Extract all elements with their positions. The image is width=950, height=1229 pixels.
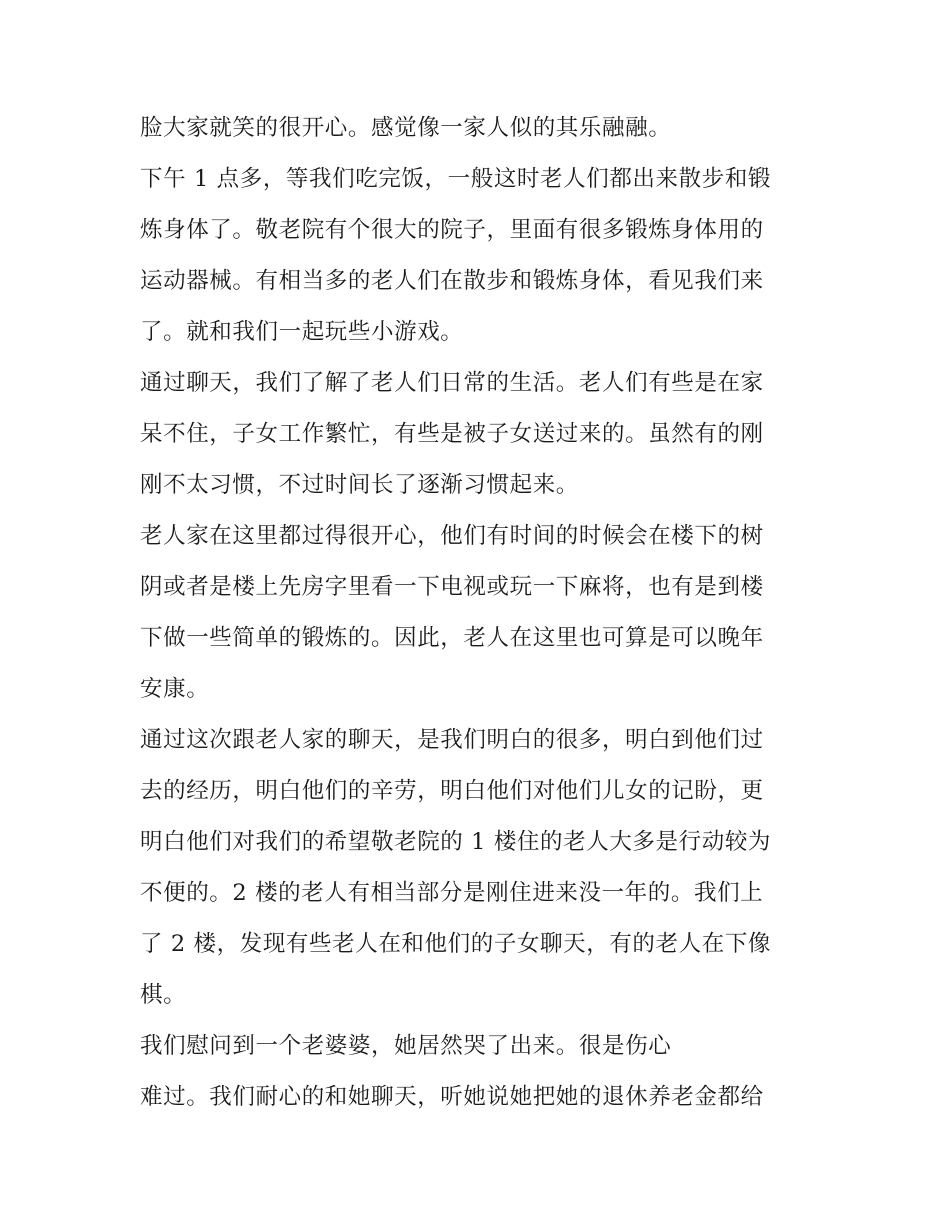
text-line: 了 2 楼，发现有些老人在和他们的子女聊天，有的老人在下像 bbox=[140, 931, 772, 957]
text-line: 运动器械。有相当多的老人们在散步和锻炼身体，看见我们来 bbox=[140, 268, 764, 294]
text-line: 老人家在这里都过得很开心，他们有时间的时候会在楼下的树 bbox=[140, 523, 764, 549]
body-text bbox=[140, 103, 820, 1123]
text-line: 我们慰问到一个老婆婆，她居然哭了出来。很是伤心 bbox=[140, 1033, 672, 1059]
text-line: 阴或者是楼上先房字里看一下电视或玩一下麻将，也有是到楼 bbox=[140, 574, 764, 600]
text-line: 棋。 bbox=[140, 982, 187, 1008]
text-line: 下做一些简单的锻炼的。因此，老人在这里也可算是可以晚年 bbox=[140, 625, 764, 651]
text-line: 了。就和我们一起玩些小游戏。 bbox=[140, 319, 464, 345]
text-line: 呆不住，子女工作繁忙，有些是被子女送过来的。虽然有的刚 bbox=[140, 421, 764, 447]
text-line: 明白他们对我们的希望敬老院的 1 楼住的老人大多是行动较为 bbox=[140, 829, 772, 855]
text-line: 安康。 bbox=[140, 676, 210, 702]
text-line: 难过。我们耐心的和她聊天，听她说她把她的退休养老金都给 bbox=[140, 1084, 764, 1110]
text-line: 脸大家就笑的很开心。感觉像一家人似的其乐融融。 bbox=[140, 115, 672, 141]
text-line: 炼身体了。敬老院有个很大的院子，里面有很多锻炼身体用的 bbox=[140, 217, 764, 243]
text-line: 通过这次跟老人家的聊天，是我们明白的很多，明白到他们过 bbox=[140, 727, 764, 753]
text-line: 去的经历，明白他们的辛劳，明白他们对他们儿女的记盼，更 bbox=[140, 778, 764, 804]
text-line: 下午 1 点多，等我们吃完饭，一般这时老人们都出来散步和锻 bbox=[140, 166, 772, 192]
text-line: 通过聊天，我们了解了老人们日常的生活。老人们有些是在家 bbox=[140, 370, 764, 396]
text-line: 不便的。2 楼的老人有相当部分是刚住进来没一年的。我们上 bbox=[140, 880, 764, 906]
text-line: 刚不太习惯，不过时间长了逐渐习惯起来。 bbox=[140, 472, 579, 498]
